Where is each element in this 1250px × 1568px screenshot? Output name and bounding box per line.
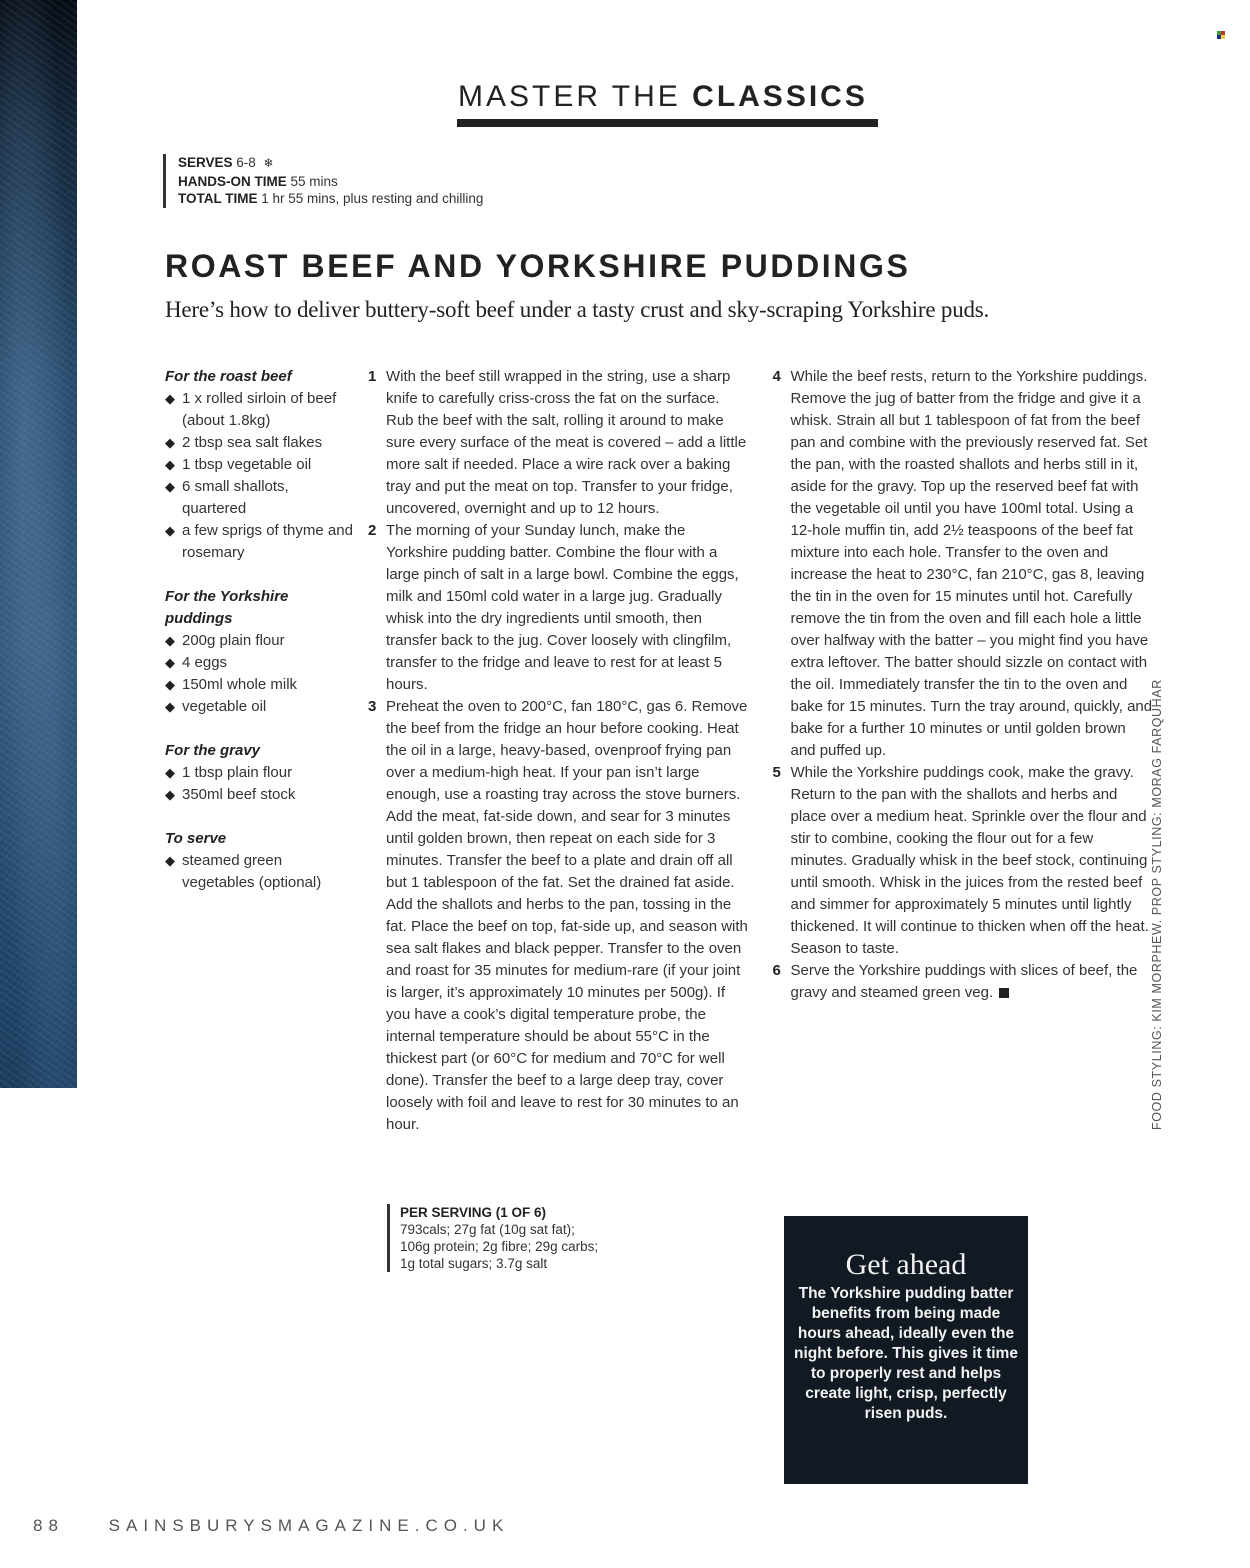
- ingredient-group: [165, 586, 355, 718]
- diamond-bullet-icon: ◆: [165, 699, 175, 714]
- section-header: [458, 80, 878, 114]
- hands-on-row: [178, 173, 483, 191]
- logo-square-yellow: [1221, 35, 1225, 39]
- step-number: 2: [368, 522, 377, 539]
- total-time-label: TOTAL TIME: [178, 191, 258, 206]
- step-text: While the beef rests, return to the Yorkshire puddings. Remove the jug of batter from the fridge and give it a whisk. Strain all but 1 tablespoon of fat from the beef pan and combine with the previously reserved fat. Set the pan, with the roasted shallots and herbs still in it, aside for the gravy. Top up the reserved beef fat with the vegetable oil until you have 100ml total. Using a 12-hole muffin tin, add 2½ teaspoons of the beef fat mixture into each hole. Transfer to the oven and increase the heat to 230°C, fan 210°C, gas 8, leaving the tin in the oven for 15 minutes until hot. Carefully remove the tin from the oven and fill each hole a little over halfway with the batter – you might find you have extra leftover. The batter should sizzle on contact with the oil. Immediately transfer the tin to the oven and bake for 15 minutes. Turn the tray around, quickly, and bake for a further 10 minutes or until golden brown and puffed up.: [790, 368, 1153, 759]
- recipe-meta: [163, 154, 483, 208]
- ingredient-list: [165, 762, 355, 806]
- serves-value: 6-8: [236, 155, 256, 170]
- ingredient-text: 2 tbsp sea salt flakes: [182, 434, 323, 451]
- diamond-bullet-icon: ◆: [165, 787, 175, 802]
- side-photo-strip: [0, 0, 77, 1088]
- ingredient-list: [165, 630, 355, 718]
- step-number: 5: [772, 764, 781, 781]
- diamond-bullet-icon: ◆: [165, 633, 175, 648]
- ingredient-group-heading: To serve: [165, 830, 227, 847]
- end-square-icon: [999, 988, 1009, 998]
- ingredient-item: [165, 652, 355, 674]
- ingredient-item: [165, 520, 355, 564]
- method-columns: [368, 366, 1153, 1136]
- step-number: 6: [772, 962, 781, 979]
- footer-website: SAINSBURYSMAGAZINE.CO.UK: [108, 1516, 510, 1535]
- nutrition-heading: PER SERVING (1 OF 6): [400, 1205, 547, 1220]
- ingredient-item: [165, 696, 355, 718]
- ingredient-item: [165, 432, 355, 454]
- ingredient-text: 200g plain flour: [182, 632, 285, 649]
- nutrition-line: 1g total sugars; 3.7g salt: [400, 1256, 548, 1271]
- hands-on-value: 55 mins: [290, 173, 338, 189]
- ingredient-text: vegetable oil: [182, 698, 267, 715]
- ingredient-group-heading: For the gravy: [165, 742, 261, 759]
- nutrition-info: [387, 1204, 598, 1272]
- ingredient-group: [165, 828, 355, 894]
- hands-on-label: HANDS-ON TIME: [178, 173, 287, 189]
- ingredients-column: [165, 366, 355, 916]
- ingredient-text: 6 small shallots, quartered: [182, 478, 289, 517]
- page-number: 88: [33, 1516, 64, 1535]
- diamond-bullet-icon: ◆: [165, 765, 175, 780]
- get-ahead-panel: [784, 1216, 1028, 1484]
- method-step: [368, 366, 749, 520]
- ingredient-list: [165, 850, 355, 894]
- method-step: [368, 520, 749, 696]
- ingredient-text: 350ml beef stock: [182, 786, 296, 803]
- diamond-bullet-icon: ◆: [165, 435, 175, 450]
- recipe-title: ROAST BEEF AND YORKSHIRE PUDDINGS: [165, 248, 911, 284]
- section-header-bold: CLASSICS: [692, 80, 868, 113]
- ingredient-item: [165, 388, 355, 432]
- total-time-row: [178, 190, 483, 208]
- page-footer: [33, 1516, 509, 1536]
- step-text: With the beef still wrapped in the string, use a sharp knife to carefully criss-cross the fat on the surface. Rub the beef with the salt, rolling it around to make sure every surface of the meat is covered – add a little more salt if needed. Place a wire rack over a baking tray and put the meat on top. Transfer to your fridge, uncovered, overnight and up to 12 hours.: [386, 368, 747, 517]
- ingredient-text: 1 tbsp vegetable oil: [182, 456, 312, 473]
- recipe-standfirst: Here’s how to deliver buttery-soft beef under a tasty crust and sky-scraping Yorkshire puds.: [165, 297, 990, 322]
- method-step: [773, 366, 1154, 762]
- styling-credits: FOOD STYLING: KIM MORPHEW. PROP STYLING: MORAG FARQUHAR: [1150, 679, 1164, 1130]
- ingredient-text: a few sprigs of thyme and rosemary: [182, 522, 353, 561]
- diamond-bullet-icon: ◆: [165, 457, 175, 472]
- ingredient-text: 1 x rolled sirloin of beef (about 1.8kg): [182, 390, 337, 429]
- section-rule: [457, 119, 878, 127]
- ingredient-item: [165, 630, 355, 652]
- step-text: The morning of your Sunday lunch, make the Yorkshire pudding batter. Combine the flour with a large pinch of salt in a large bowl. Combine the eggs, milk and 150ml cold water in a large jug. Gradually whisk into the dry ingredients until smooth, then transfer back to the jug. Cover loosely with clingfilm, transfer to the fridge and leave to rest for at least 5 hours.: [386, 522, 739, 693]
- ingredient-group: [165, 740, 355, 806]
- diamond-bullet-icon: ◆: [165, 523, 175, 538]
- diamond-bullet-icon: ◆: [165, 479, 175, 494]
- ingredient-item: [165, 454, 355, 476]
- nutrition-line: 106g protein; 2g fibre; 29g carbs;: [400, 1239, 599, 1254]
- ingredient-item: [165, 476, 355, 520]
- ingredient-group-heading: For the Yorkshire puddings: [165, 588, 289, 627]
- get-ahead-title: Get ahead: [845, 1248, 967, 1281]
- step-number: 1: [368, 368, 377, 385]
- get-ahead-body: The Yorkshire pudding batter benefits from being made hours ahead, ideally even the night before. This gives it time to properly rest and helps create light, crisp, perfectly risen puds.: [794, 1285, 1018, 1422]
- ingredient-item: [165, 674, 355, 696]
- snowflake-icon: ❄: [263, 156, 274, 170]
- corner-logo-icon: [1217, 31, 1225, 39]
- ingredient-group: [165, 366, 355, 564]
- diamond-bullet-icon: ◆: [165, 853, 175, 868]
- section-header-light: MASTER THE: [458, 80, 681, 113]
- nutrition-line: 793cals; 27g fat (10g sat fat);: [400, 1222, 575, 1237]
- ingredient-text: 150ml whole milk: [182, 676, 298, 693]
- serves-label: SERVES: [178, 155, 233, 170]
- method-step: [773, 960, 1154, 1004]
- ingredient-item: [165, 850, 355, 894]
- ingredient-text: 4 eggs: [182, 654, 228, 671]
- ingredient-text: 1 tbsp plain flour: [182, 764, 293, 781]
- step-text: Serve the Yorkshire puddings with slices of beef, the gravy and steamed green veg.: [790, 962, 1138, 1001]
- ingredient-group-heading: For the roast beef: [165, 368, 292, 385]
- diamond-bullet-icon: ◆: [165, 391, 175, 406]
- ingredient-list: [165, 388, 355, 564]
- method-step: [773, 762, 1154, 960]
- diamond-bullet-icon: ◆: [165, 677, 175, 692]
- step-text: Preheat the oven to 200°C, fan 180°C, gas 6. Remove the beef from the fridge an hour before cooking. Heat the oil in a large, heavy-based, ovenproof frying pan over a medium-high heat. If your pan isn’t large enough, use a roasting tray across the stove burners. Add the meat, fat-side down, and sear for 3 minutes until golden brown, then repeat on each side for 3 minutes. Transfer the beef to a plate and drain off all but 1 tablespoon of the fat. Set the drained fat aside. Add the shallots and herbs to the pan, tossing in the fat. Place the beef on top, fat-side up, and season with sea salt flakes and black pepper. Transfer to the oven and roast for 35 minutes for medium-rare (if your joint is larger, it’s approximately 10 minutes per 500g). If you have a cook’s digital temperature probe, the internal temperature should be about 55°C in the thickest part (or 60°C for medium and 70°C for well done). Transfer the beef to a large deep tray, cover loosely with foil and leave to rest for 30 minutes to an hour.: [386, 698, 748, 1133]
- diamond-bullet-icon: ◆: [165, 655, 175, 670]
- serves-row: [178, 154, 483, 173]
- total-time-value: 1 hr 55 mins, plus resting and chilling: [261, 191, 484, 206]
- step-number: 3: [368, 698, 377, 715]
- step-number: 4: [772, 368, 781, 385]
- ingredient-item: [165, 762, 355, 784]
- method-step: [368, 696, 749, 1136]
- step-text: While the Yorkshire puddings cook, make the gravy. Return to the pan with the shallots and herbs and place over a medium heat. Sprinkle over the flour and stir to combine, cooking the flour out for a few minutes. Gradually whisk in the beef stock, continuing until smooth. Whisk in the juices from the rested beef and simmer for approximately 5 minutes until lightly thickened. It will continue to thicken when off the heat. Season to taste.: [790, 764, 1149, 957]
- ingredient-text: steamed green vegetables (optional): [182, 852, 322, 891]
- ingredient-item: [165, 784, 355, 806]
